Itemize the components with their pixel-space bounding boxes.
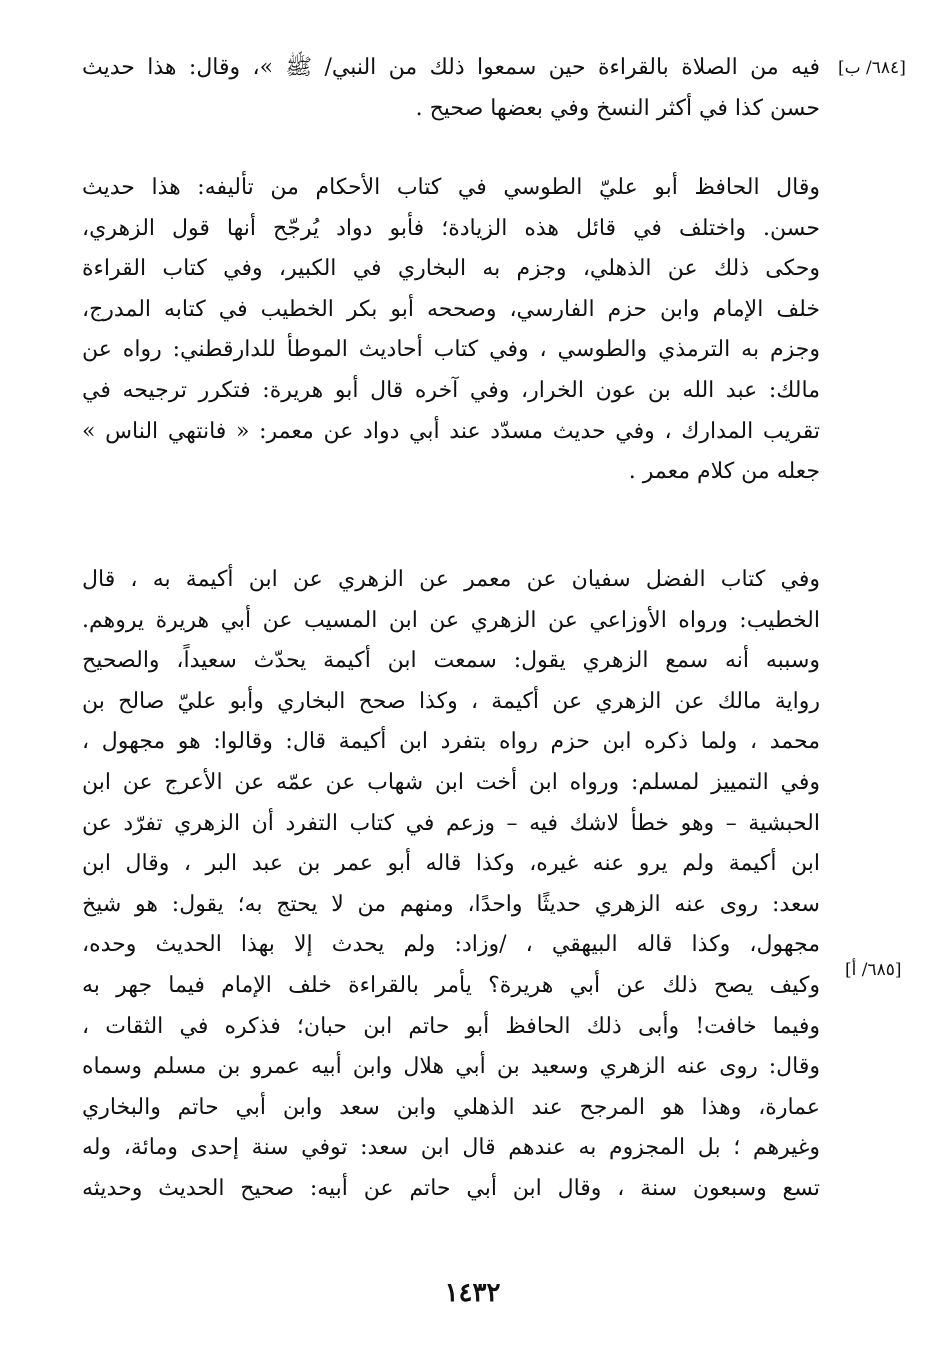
text-line: تسع وسبعون سنة ، وقال ابن أبي حاتم عن أبيه: صحيح الحديث وحديثه (82, 1175, 820, 1201)
text-line: وكيف يصح ذلك عن أبي هريرة؟ يأمر بالقراءة خلف الإمام فيما جهر به (82, 972, 820, 998)
paragraph (82, 168, 820, 493)
text-line: مالك: عبد الله بن عون الخرار، وفي آخره قال أبو هريرة: فتكرر ترجيحه في (82, 377, 820, 403)
text-line: وجزم به الترمذي والطوسي ، وفي كتاب أحاديث الموطأ للدارقطني: رواه عن (82, 337, 820, 363)
text-line: محمد ، ولما ذكره ابن حزم رواه بتفرد ابن أكيمة قال: وقالوا: هو مجهول ، (82, 729, 820, 755)
text-line: الحبشية – وهو خطأ لاشك فيه – وزعم في كتاب التفرد أن الزهري تفرّد عن (82, 810, 820, 836)
text-line: وقال الحافظ أبو عليّ الطوسي في كتاب الأحكام من تأليفه: هذا حديث (82, 175, 820, 200)
text-line: وفيما خافت! وأبى ذلك الحافظ أبو حاتم ابن حبان؛ فذكره في الثقات ، (82, 1013, 820, 1039)
text-line: حسن. واختلف في قائل هذه الزيادة؛ فأبو دواد يُرجّح أنها قول الزهري، (82, 215, 820, 241)
paragraph (82, 560, 820, 1210)
paragraph (82, 48, 820, 129)
text-line: خلف الإمام وابن حزم الفارسي، وصححه أبو بكر الخطيب في كتابه المدرج، (82, 296, 820, 322)
text-line: عمارة، وهذا هو المرجح عند الذهلي وابن سعد وابن أبي حاتم والبخاري (82, 1094, 820, 1120)
text-line: سعد: روى عنه الزهري حديثًا واحدًا، ومنهم من لا يحتج به؛ يقول: هو شيخ (82, 891, 820, 917)
text-line: وحكى ذلك عن الذهلي، وجزم به البخاري في الكبير، وفي كتاب القراءة (82, 256, 820, 282)
text-line: ابن أكيمة ولم يرو عنه غيره، وكذا قاله أبو عمر بن عبد البر ، وقال ابن (82, 851, 820, 877)
text-line: وغيرهم ؛ بل المجزوم به عندهم قال ابن سعد: توفي سنة إحدى ومائة، وله (82, 1135, 820, 1161)
text-line: وقال: روى عنه الزهري وسعيد بن أبي هلال وابن أبيه عمرو بن مسلم وسماه (82, 1054, 820, 1080)
text-line: وسببه أنه سمع الزهري يقول: سمعت ابن أكيمة يحدّث سعيداً، والصحيح (82, 648, 820, 674)
text-line: تقريب المدارك ، وفي حديث مسدّد عند أبي دواد عن معمر: « فانتهي الناس » (82, 418, 820, 444)
text-line: مجهول، وكذا قاله البيهقي ، /وزاد: ولم يحدث إلا بهذا الحديث وحده، (82, 932, 820, 958)
margin-folio-note: [٦٨٥/ أ] (845, 960, 902, 980)
text-line: رواية مالك عن الزهري عن أكيمة ، وكذا صحح البخاري وأبو عليّ صالح بن (82, 688, 820, 714)
text-line: وفي كتاب الفضل سفيان عن معمر عن الزهري عن ابن أكيمة به ، قال (82, 567, 820, 592)
text-line: وفي التمييز لمسلم: ورواه ابن أخت ابن شهاب عن عمّه عن الأعرج عن ابن (82, 769, 820, 795)
page-number: ١٤٣٢ (444, 1278, 501, 1308)
margin-folio-note: [٦٨٤/ ب] (838, 58, 906, 78)
text-line: الخطيب: ورواه الأوزاعي عن الزهري عن ابن المسيب عن أبي هريرة يروهم. (82, 607, 820, 633)
text-line: فيه من الصلاة بالقراءة حين سمعوا ذلك من النبي/ ﷺ »، وقال: هذا حديث (82, 55, 820, 80)
text-line: جعله من كلام معمر . (628, 459, 820, 485)
text-line: حسن كذا في أكثر النسخ وفي بعضها صحيح . (415, 95, 820, 121)
